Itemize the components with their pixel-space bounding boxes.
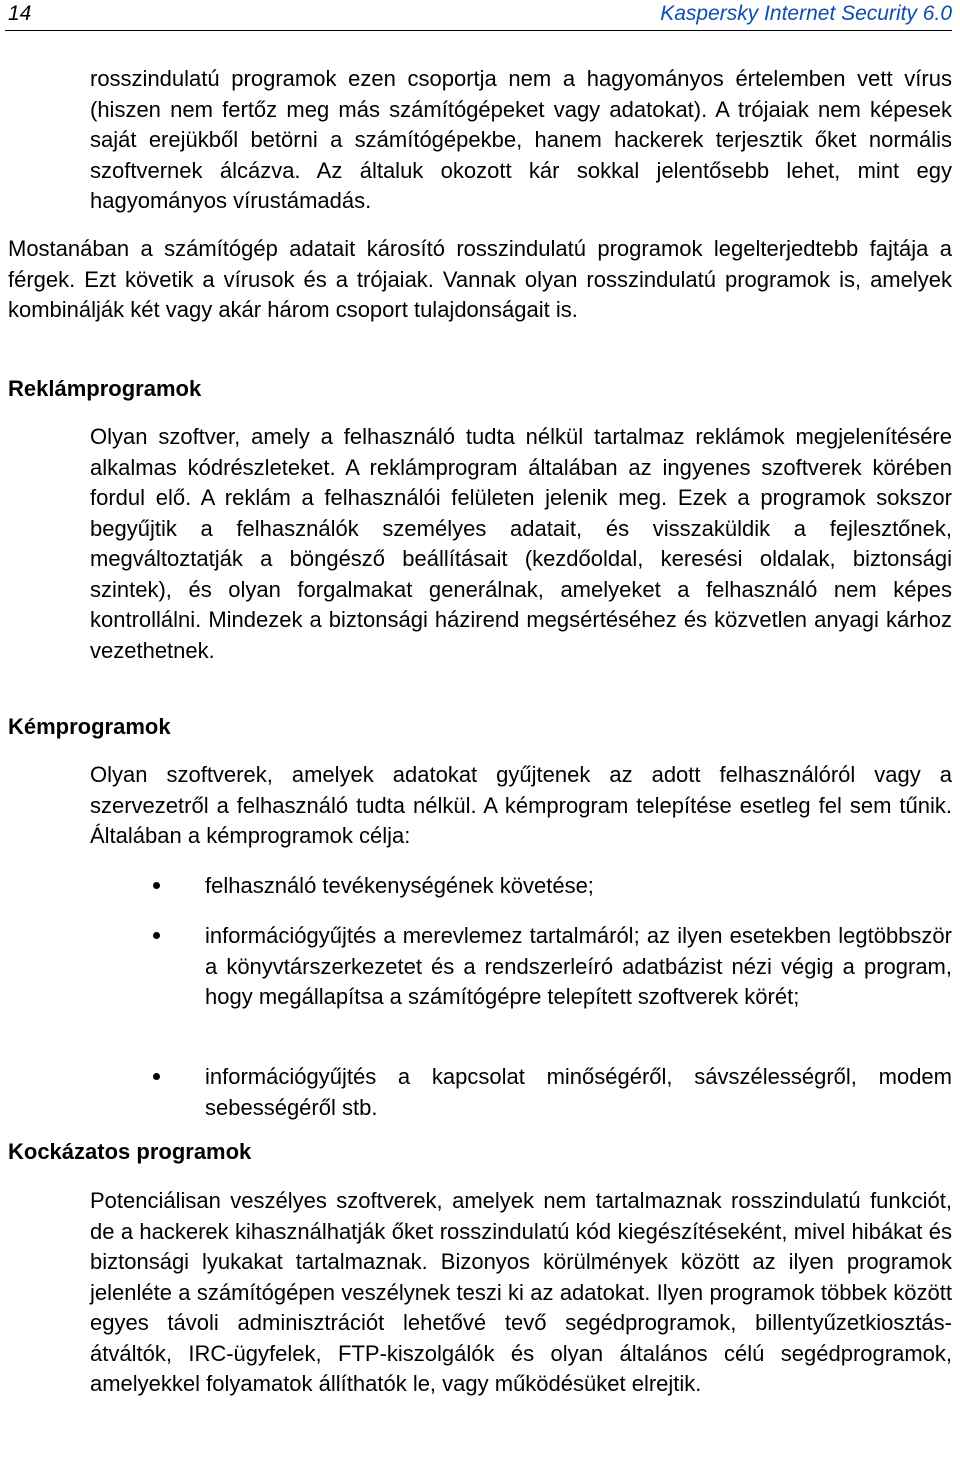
adware-paragraph: Olyan szoftver, amely a felhasználó tudta nélkül tartalmaz reklámok megjelenítésére alkalmas kódrészleteket. A reklámprogram általában az ingyenes szoftverek körében fordul elő. A reklám a felhasználói felületen jelenik meg. Ezek a programok sokszor begyűjtik a felhasználók személyes adatait, és visszaküldik a fejlesztőnek, megváltoztatják a böngésző beállításait (kezdőoldal, keresési oldalak, biztonsági szintek), és olyan forgalmakat generálnak, amelyeket a felhasználó nem képes kontrollálni. Mindezek a biztonsági házirend megsértéséhez és közvetlen anyagi kárhoz vezethetnek. <box>90 424 952 663</box>
intro-paragraph-2: Mostanában a számítógép adatait károsító rosszindulatú programok legelterjedtebb fajtája a férgek. Ezt követik a vírusok és a trójaiak. Vannak olyan rosszindulatú programok is, amelyek kombinálják két vagy akár három csoport tulajdonságait is. <box>8 236 952 322</box>
intro-paragraph-1: rosszindulatú programok ezen csoportja nem a hagyományos értelemben vett vírus (hiszen nem fertőz meg más számítógépeket vagy adatokat). A trójaiak nem képesek saját erejükből betörni a számítógépekbe, hanem hackerek terjesztik őket normális szoftvernek álcázva. Az általuk okozott kár sokkal jelentősebb lehet, mint egy hagyományos vírustámadás. <box>90 66 952 213</box>
heading-riskware: Kockázatos programok <box>8 1139 252 1164</box>
list-item-text: felhasználó tevékenységének követése; <box>205 873 594 898</box>
spyware-paragraph: Olyan szoftverek, amelyek adatokat gyűjtenek az adott felhasználóról vagy a szervezetről a felhasználó tudta nélkül. A kémprogram telepítése esetleg fel sem tűnik. Általában a kémprogramok célja: <box>90 762 952 848</box>
product-title: Kaspersky Internet Security 6.0 <box>660 2 952 25</box>
list-item-text: információgyűjtés a kapcsolat minőségéről, sávszélességről, modem sebességéről stb. <box>205 1064 952 1120</box>
bullet-icon <box>153 1073 160 1080</box>
riskware-paragraph: Potenciálisan veszélyes szoftverek, amelyek nem tartalmaznak rosszindulatú funkciót, de a hackerek kihasználhatják őket rosszindulatú kód kiegészítéseként, mivel hibákat és biztonsági lyukakat tartalmaznak. Bizonyos körülmények között az ilyen programok jelenléte a számítógépen veszélynek teszi ki az adatokat. Ilyen programok többek között egyes távoli adminisztrációt lehetővé tevő segédprogramok, billentyűzetkiosztás-átváltók, IRC-ügyfelek, FTP-kiszolgálók és olyan általános célú segédprogramok, amelyekkel folyamatok állíthatók le, vagy működésüket elrejtik. <box>90 1188 952 1396</box>
list-item-text: információgyűjtés a merevlemez tartalmáról; az ilyen esetekben legtöbbször a könyvtárszerkezetet és a rendszerleíró adatbázist nézi végig a program, hogy megállapítsa a számítógépre telepített szoftverek körét; <box>205 923 952 1009</box>
page-header <box>5 0 952 31</box>
bullet-icon <box>153 882 160 889</box>
heading-adware: Reklámprogramok <box>8 376 202 401</box>
bullet-icon <box>153 932 160 939</box>
heading-spyware: Kémprogramok <box>8 714 171 739</box>
page-number: 14 <box>8 2 32 25</box>
